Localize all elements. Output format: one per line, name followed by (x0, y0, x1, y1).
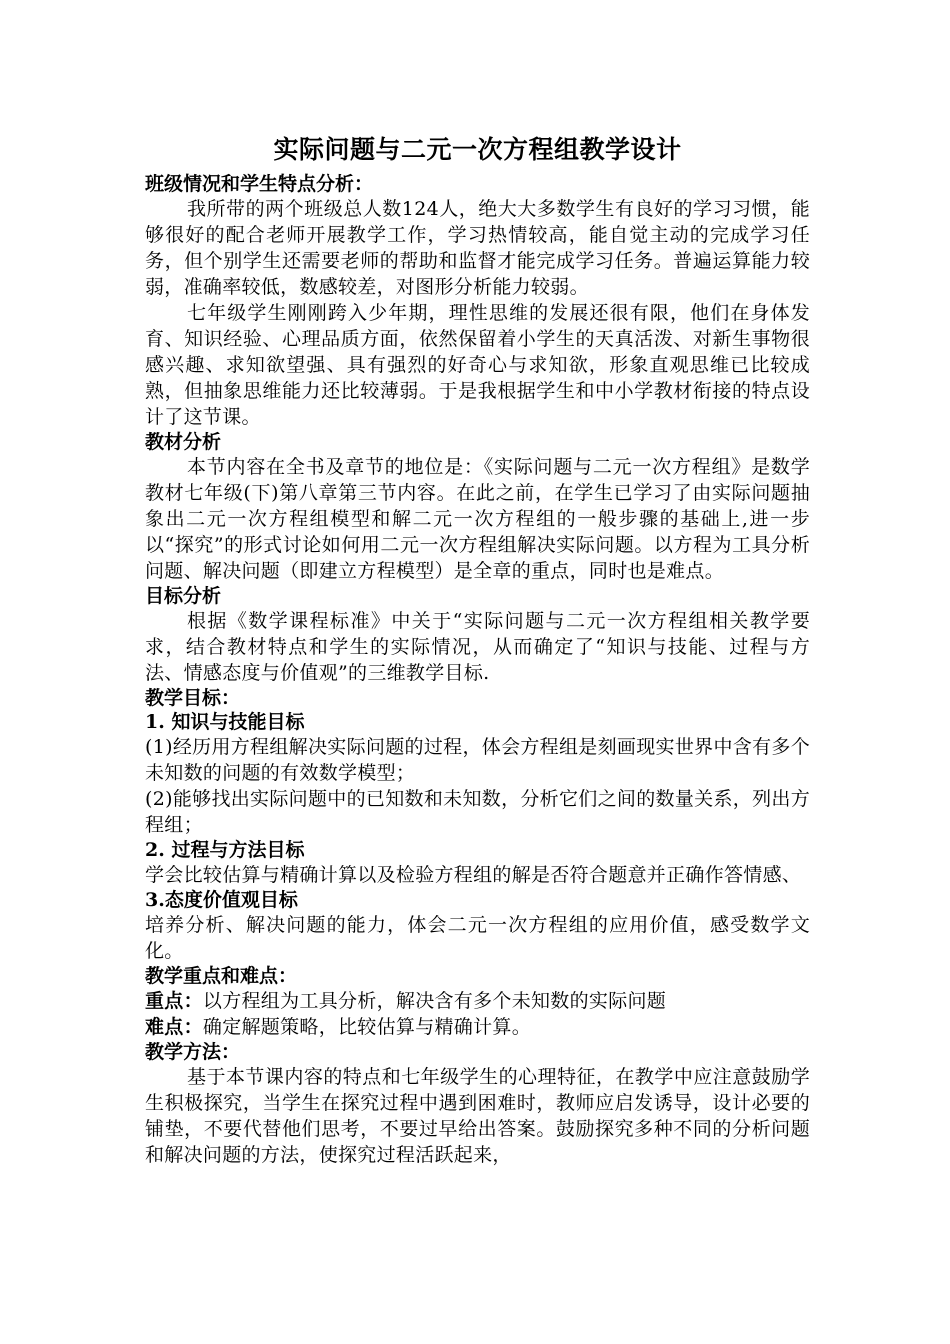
key-point-line (145, 988, 810, 1014)
knowledge-goal-item-1: (1)经历用方程组解决实际问题的过程，体会方程组是刻画现实世界中含有多个未知数的问题的有效数学模型； (145, 736, 810, 784)
material-analysis-paragraph: 本节内容在全书及章节的地位是：《实际问题与二元一次方程组》是数学教材七年级(下)第八章第三节内容。在此之前，在学生已学习了由实际问题抽象出二元一次方程组模型和解二元一次方程组的一般步骤的基础上,进一步以“探究”的形式讨论如何用二元一次方程组解决实际问题。以方程为工具分析问题、解决问题（即建立方程模型）是全章的重点，同时也是难点。 (145, 456, 810, 582)
material-analysis-heading: 教材分析 (145, 431, 222, 453)
attitude-goal-heading: 3.态度价值观目标 (145, 889, 298, 911)
knowledge-goal-item-2: (2)能够找出实际问题中的已知数和未知数，分析它们之间的数量关系，列出方程组； (145, 788, 810, 836)
difficult-point-line (145, 1014, 810, 1040)
teaching-goals-heading: 教学目标： (145, 687, 241, 709)
methods-paragraph: 基于本节课内容的特点和七年级学生的心理特征，在教学中应注意鼓励学生积极探究，当学生在探究过程中遇到困难时，教师应启发诱导，设计必要的铺垫，不要代替他们思考，不要过早给出答案。鼓励探究多种不同的分析问题和解决问题的方法，使探究过程活跃起来， (145, 1066, 810, 1166)
key-point-text: 以方程组为工具分析，解决含有多个未知数的实际问题 (202, 990, 667, 1012)
class-analysis-paragraph-2: 七年级学生刚刚跨入少年期，理性思维的发展还很有限，他们在身体发育、知识经验、心理品质方面，依然保留着小学生的天真活泼、对新生事物很感兴趣、求知欲望强、具有强烈的好奇心与求知欲，形象直观思维已比较成熟，但抽象思维能力还比较薄弱。于是我根据学生和中小学教材衔接的特点设计了这节课。 (145, 302, 810, 428)
knowledge-goal-heading: 1. 知识与技能目标 (145, 711, 305, 733)
goal-analysis-heading: 目标分析 (145, 585, 222, 607)
class-analysis-heading: 班级情况和学生特点分析： (145, 173, 374, 195)
difficult-point-label: 难点： (145, 1016, 203, 1038)
document-title: 实际问题与二元一次方程组教学设计 (273, 135, 682, 164)
process-goal-text: 学会比较估算与精确计算以及检验方程组的解是否符合题意并正确作答情感、 (145, 864, 802, 886)
methods-heading: 教学方法： (145, 1041, 241, 1063)
key-point-label: 重点： (145, 990, 203, 1012)
goal-analysis-paragraph: 根据《数学课程标准》中关于“实际问题与二元一次方程组相关教学要求，结合教材特点和学生的实际情况，从而确定了“知识与技能、过程与方法、情感态度与价值观”的三维教学目标. (145, 610, 810, 684)
class-analysis-paragraph-1: 我所带的两个班级总人数124人，绝大大多数学生有良好的学习习惯，能够很好的配合老师开展教学工作，学习热情较高，能自觉主动的完成学习任务，但个别学生还需要老师的帮助和监督才能完成学习任务。普遍运算能力较弱，准确率较低，数感较差，对图形分析能力较弱。 (145, 198, 810, 298)
key-points-heading: 教学重点和难点： (145, 965, 298, 987)
attitude-goal-text: 培养分析、解决问题的能力，体会二元一次方程组的应用价值，感受数学文化。 (145, 914, 810, 962)
process-goal-heading: 2. 过程与方法目标 (145, 839, 305, 861)
document-page (145, 132, 810, 1168)
difficult-point-text: 确定解题策略，比较估算与精确计算。 (202, 1016, 532, 1038)
